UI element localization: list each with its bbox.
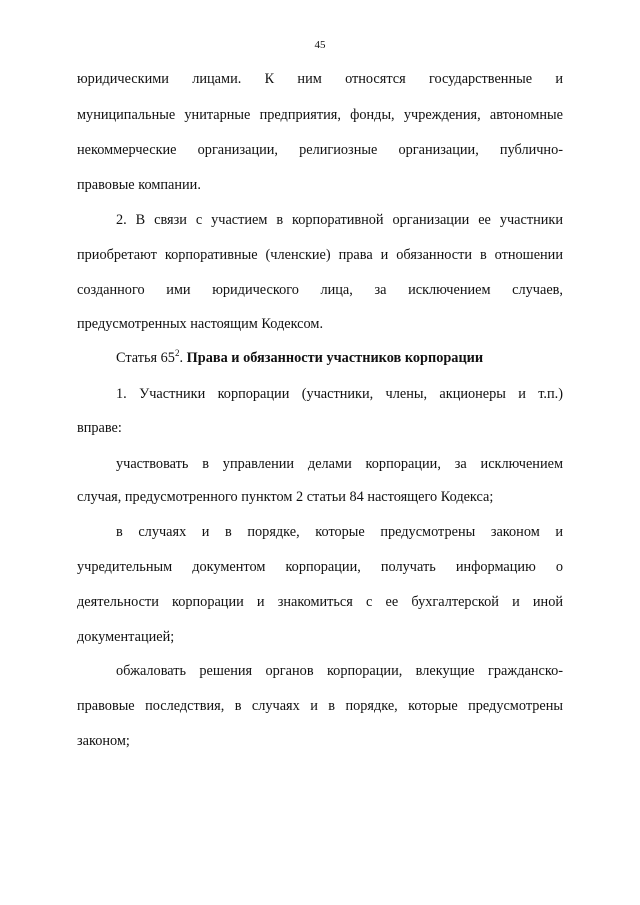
text-line: законом; [77,733,130,749]
text-line: 2. В связи с участием в корпоративной организации ее участники [116,212,563,228]
text-line: в случаях и в порядке, которые предусмотрены законом и [116,524,563,540]
text-line: предусмотренных настоящим Кодексом. [77,316,324,332]
text-line: деятельности корпорации и знакомиться с ее бухгалтерской и иной [77,594,563,610]
text-line: документацией; [77,629,175,645]
text-line: случая, предусмотренного пунктом 2 статьи 84 настоящего Кодекса; [77,489,494,505]
article-title: Права и обязанности участников корпорации [186,350,484,366]
text-line: 1. Участники корпорации (участники, члены, акционеры и т.п.) [116,386,563,402]
text-line: участвовать в управлении делами корпорации, за исключением [116,456,563,472]
article-number: Статья 65 [116,350,175,366]
text-line: учредительным документом корпорации, получать информацию о [77,559,563,575]
article-heading [116,350,563,367]
article-dot: . [179,350,184,366]
text-line: обжаловать решения органов корпорации, влекущие гражданско- [116,663,563,679]
text-line: правовые последствия, в случаях и в порядке, которые предусмотрены [77,698,563,714]
page-number: 45 [314,39,326,51]
text-line: вправе: [77,420,122,436]
text-line: созданного ими юридического лица, за исключением случаев, [77,282,563,298]
text-line: некоммерческие организации, религиозные организации, публично- [77,142,563,158]
article-superscript: 2 [174,348,180,358]
text-line: юридическими лицами. К ним относятся государственные и [77,71,563,87]
text-line: приобретают корпоративные (членские) права и обязанности в отношении [77,247,563,263]
text-line: правовые компании. [77,177,201,193]
text-line: муниципальные унитарные предприятия, фонды, учреждения, автономные [77,107,563,123]
